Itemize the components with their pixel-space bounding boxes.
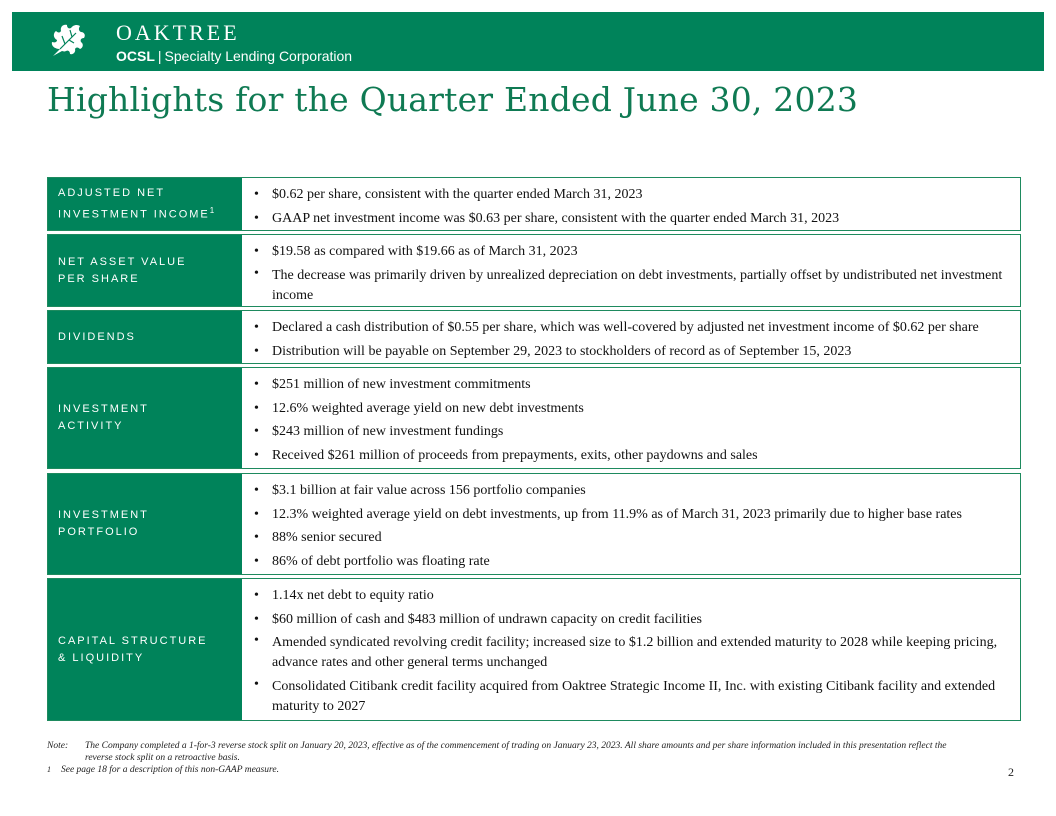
row-label: INVESTMENT ACTIVITY xyxy=(58,403,149,432)
row-capital-structure-liquidity xyxy=(47,578,1021,721)
bullet: • Distribution will be payable on September 29, 2023 to stockholders of record as of September 15, 2023 xyxy=(254,340,1010,364)
company-name: Specialty Lending Corporation xyxy=(164,48,353,64)
oak-leaf-icon xyxy=(46,21,88,63)
row-label: INVESTMENT PORTFOLIO xyxy=(58,509,149,538)
note-text: The Company completed a 1-for-3 reverse stock split on January 20, 2023, effective as of the commencement of trading on January 23, 2023. All share amounts and per share information included in this presentation reflect the reverse stock split on a retroactive basis. xyxy=(85,741,947,763)
note xyxy=(47,740,947,764)
footnote-ref: 1 xyxy=(209,205,215,215)
bullet: • 1.14x net debt to equity ratio xyxy=(254,584,1010,608)
row-label: DIVIDENDS xyxy=(58,330,136,343)
bullet: • 88% senior secured xyxy=(254,526,1010,550)
row-label-cell xyxy=(48,235,242,306)
bullet: • $60 million of cash and $483 million of undrawn capacity on credit facilities xyxy=(254,608,1010,632)
brand-name: OAKTREE xyxy=(116,20,240,45)
row-dividends xyxy=(47,310,1021,364)
bullet: • $0.62 per share, consistent with the quarter ended March 31, 2023 xyxy=(254,183,1010,207)
row-label: NET ASSET VALUE PER SHARE xyxy=(58,255,187,285)
bullet: • $19.58 as compared with $19.66 as of March 31, 2023 xyxy=(254,240,1010,264)
row-investment-activity xyxy=(47,367,1021,469)
bullet: • 86% of debt portfolio was floating rate xyxy=(254,550,1010,574)
row-body xyxy=(242,178,1020,230)
row-adjusted-net-investment-income xyxy=(47,177,1021,231)
brand-separator: | xyxy=(157,48,162,64)
bullet: • GAAP net investment income was $0.63 per share, consistent with the quarter ended March 31, 2023 xyxy=(254,207,1010,231)
bullet: • $251 million of new investment commitments xyxy=(254,373,1010,397)
note-label: Note: xyxy=(47,741,69,751)
footnote-text: See page 18 for a description of this non-GAAP measure. xyxy=(61,765,279,775)
bullet: • 12.6% weighted average yield on new debt investments xyxy=(254,397,1010,421)
bullet: • Declared a cash distribution of $0.55 per share, which was well-covered by adjusted net investment income of $0.62 per share xyxy=(254,316,1010,340)
row-body xyxy=(242,368,1020,468)
row-label: CAPITAL STRUCTURE & LIQUIDITY xyxy=(58,634,208,664)
row-label: ADJUSTED NET INVESTMENT INCOME$^1$ xyxy=(58,186,215,221)
footnote-marker: 1 xyxy=(47,765,51,774)
row-body xyxy=(242,474,1020,574)
bullet: • $243 million of new investment fundings xyxy=(254,420,1010,444)
footnote-1 xyxy=(47,764,947,776)
page-number: 2 xyxy=(1008,765,1014,779)
bullet: • Received $261 million of proceeds from prepayments, exits, other paydowns and sales xyxy=(254,444,1010,468)
footnotes xyxy=(47,740,947,776)
bullet: • $3.1 billion at fair value across 156 portfolio companies xyxy=(254,479,1010,503)
page-title: Highlights for the Quarter Ended June 30, 2023 xyxy=(47,80,859,119)
bullet: • The decrease was primarily driven by unrealized depreciation on debt investments, partially offset by undistributed net investment income xyxy=(254,264,1010,308)
row-body xyxy=(242,579,1020,720)
row-label-cell xyxy=(48,368,242,468)
row-investment-portfolio xyxy=(47,473,1021,575)
bullet: • Amended syndicated revolving credit facility; increased size to $1.2 billion and extended maturity to 2028 while keeping pricing, advance rates and other general terms unchanged xyxy=(254,631,1010,675)
header-banner xyxy=(12,12,1044,71)
ticker: OCSL xyxy=(116,48,155,64)
bullet: • 12.3% weighted average yield on debt investments, up from 11.9% as of March 31, 2023 primarily due to higher base rates xyxy=(254,503,1010,527)
row-body xyxy=(242,235,1020,306)
row-label-cell xyxy=(48,311,242,363)
row-label-cell xyxy=(48,474,242,574)
row-net-asset-value xyxy=(47,234,1021,307)
row-body xyxy=(242,311,1020,363)
bullet: • Consolidated Citibank credit facility acquired from Oaktree Strategic Income II, Inc. with existing Citibank facility and extended maturity to 2027 xyxy=(254,675,1010,719)
row-label-cell xyxy=(48,178,242,230)
brand-subtitle xyxy=(116,48,352,64)
row-label-cell xyxy=(48,579,242,720)
